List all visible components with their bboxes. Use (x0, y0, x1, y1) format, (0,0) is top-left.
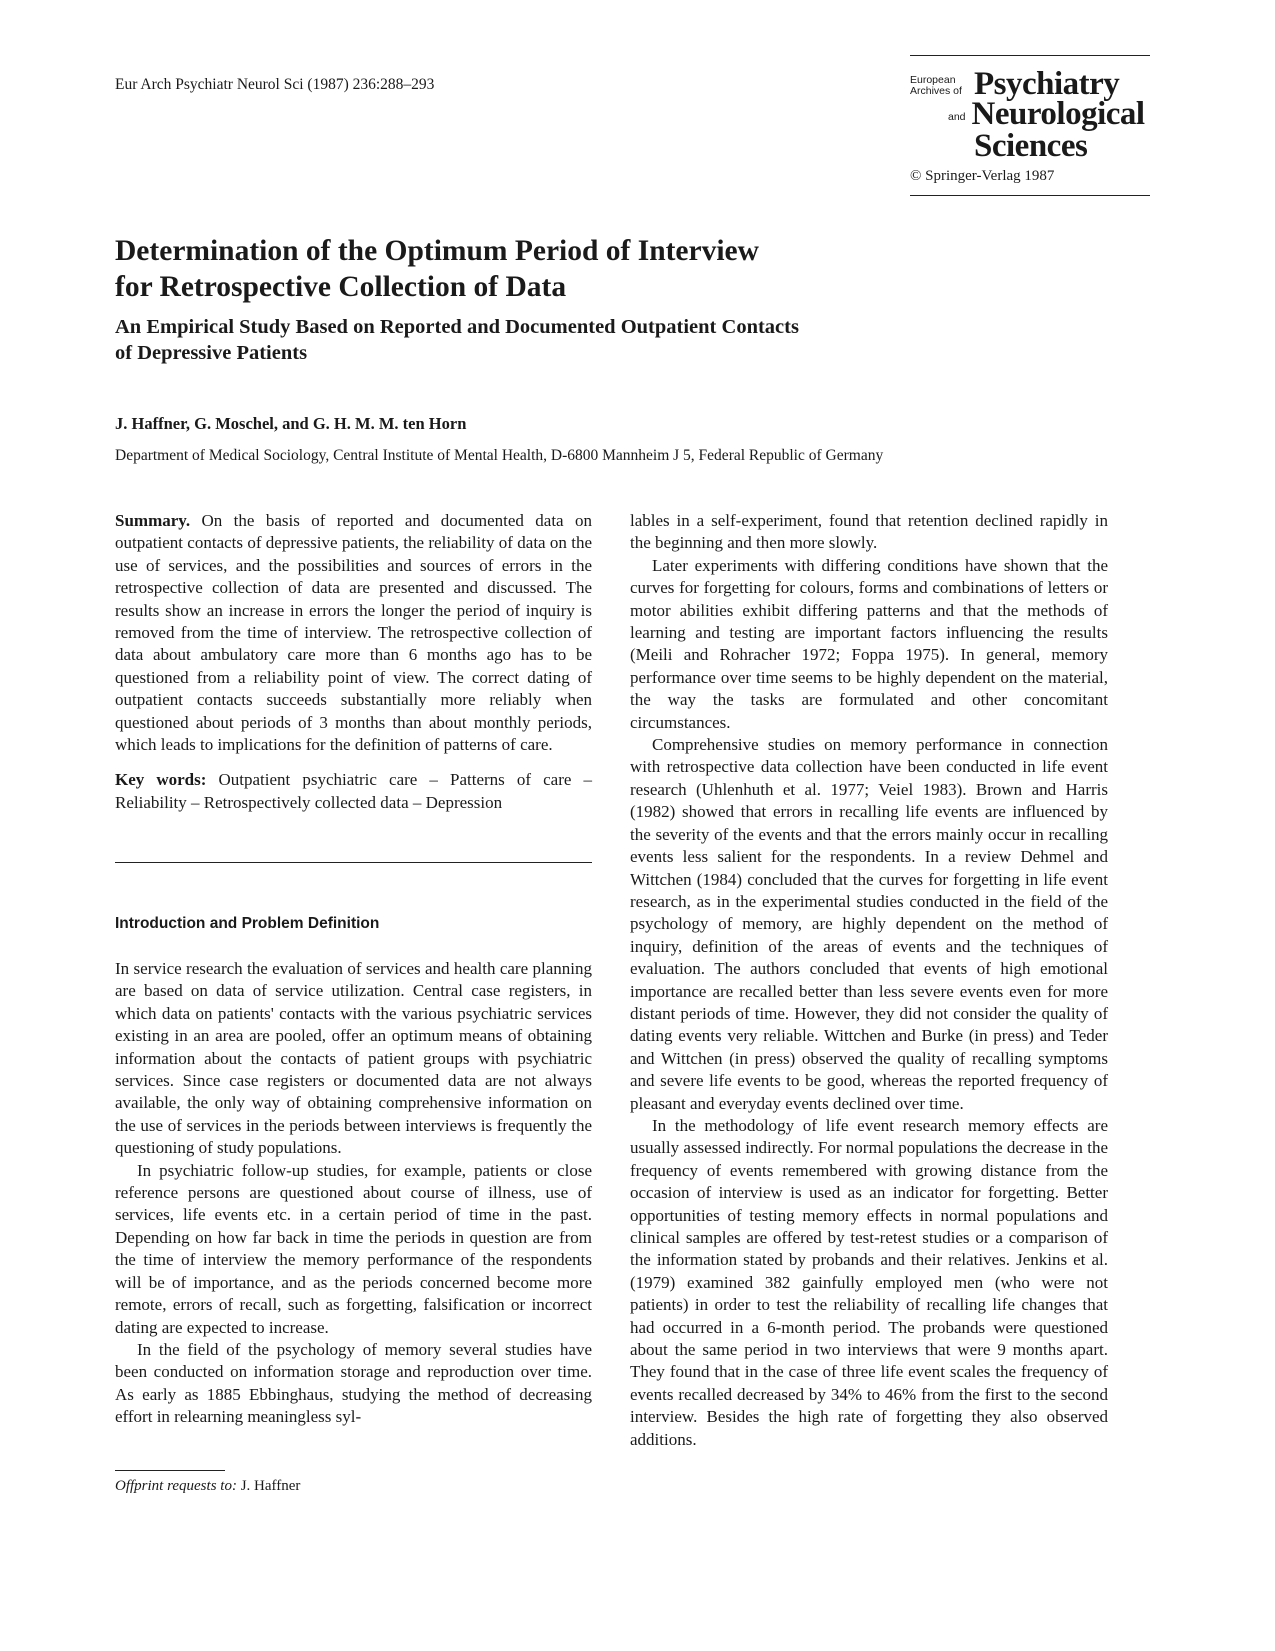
right-paragraph-3: Comprehensive studies on memory performance in connection with retrospective data collection have been conducted in life event research (Uhlenhuth et al. 1977; Veiel 1983). Brown and Harris (1982) showed that errors in recalling life events are influenced by the severity of the events and that the errors mainly occur in recalling events less salient for the respondents. In a review Dehmel and Wittchen (1984) concluded that the curves for forgetting in life event research, as in the experimental studies conducted in the field of the psychology of memory, are highly dependent on the method of inquiry, definition of the areas of events and the techniques of evaluation. The authors concluded that events of high emotional importance are recalled better than less severe events even for more distant periods of time. However, they did not consider the quality of dating events very reliable. Wittchen and Burke (in press) and Teder and Wittchen (in press) observed the quality of recalling symptoms and severe life events to be good, whereas the reported frequency of pleasant and everyday events declined over time. (630, 735, 1108, 1113)
left-column-intro (115, 958, 592, 1429)
article-title (115, 233, 759, 305)
intro-paragraph-2: In psychiatric follow-up studies, for example, patients or close reference persons are questioned about course of illness, use of services, life events etc. in a certain period of time in the past. Depending on how far back in time the periods in question are from the time of interview the memory performance of the respondents will be of importance, and as the periods concerned become more remote, errors of recall, such as forgetting, falsification or incorrect dating are expected to increase. (115, 1160, 592, 1337)
subtitle-line-2: of Depressive Patients (115, 342, 308, 364)
logo-archives-of: Archives of (910, 85, 962, 97)
summary-paragraph (115, 510, 592, 756)
logo-neurological: Neurological (971, 96, 1145, 132)
logo-psychiatry: Psychiatry (974, 66, 1120, 102)
footnote-rule (115, 1470, 225, 1471)
logo-european-archives (910, 75, 972, 97)
article-subtitle (115, 314, 799, 366)
right-column (630, 510, 1108, 1451)
logo-and: and (948, 111, 966, 123)
intro-paragraph-1: In service research the evaluation of services and health care planning are based on data of service utilization. Central case registers, in which data on patients' contacts with the various psychiatric services existing in an area are pooled, offer an optimum means of obtaining information about the contacts of patient groups with psychiatric services. Since case registers or documented data are not always available, the only way of obtaining comprehensive information on the use of services in the periods between interviews is frequently the questioning of study populations. (115, 959, 592, 1158)
right-paragraph-2: Later experiments with differing conditions have shown that the curves for forgetting for colours, forms and combinations of letters or motor abilities exhibit differing patterns and that the methods of learning and testing are important factors influencing the results (Meili and Rohracher 1972; Foppa 1975). In general, memory performance over time seems to be highly dependent on the material, the way the tasks are formulated and other concomitant circumstances. (630, 555, 1108, 732)
section-heading: Introduction and Problem Definition (115, 915, 380, 932)
abstract-divider (115, 862, 592, 863)
title-line-2: for Retrospective Collection of Data (115, 271, 567, 303)
footnote (115, 1478, 300, 1495)
right-paragraph-4: In the methodology of life event research memory effects are usually assessed indirectly. For normal populations the decrease in the frequency of events remembered with growing distance from the occasion of interview is used as an indicator for forgetting. Better opportunities of testing memory effects in normal populations and clinical samples are offered by test-retest studies or a comparison of the information stated by probands and their relatives. Jenkins et al. (1979) examined 382 gainfully employed men (who were not patients) in order to test the reliability of recalling life changes that had occurred in a 6-month period. The probands were questioned about the same period in two interviews that were 9 months apart. They found that in the case of three life event scales the frequency of events recalled decreased by 34% to 46% from the first to the second interview. Besides the high rate of forgetting they also observed additions. (630, 1115, 1108, 1449)
footnote-name: J. Haffner (240, 1478, 301, 1494)
logo-top-rule (910, 55, 1150, 56)
subtitle-line-1: An Empirical Study Based on Reported and Documented Outpatient Contacts (115, 316, 799, 338)
affiliation: Department of Medical Sociology, Central Institute of Mental Health, D-6800 Mannheim J 5, Federal Republic of Germany (115, 447, 884, 464)
intro-paragraph-3: In the field of the psychology of memory several studies have been conducted on information storage and reproduction over time. As early as 1885 Ebbinghaus, studying the method of decreasing effort in relearning meaningless syl- (115, 1339, 592, 1427)
keywords-label: Key words: (115, 770, 207, 790)
keywords-paragraph (115, 769, 592, 814)
authors: J. Haffner, G. Moschel, and G. H. M. M. ten Horn (115, 414, 467, 433)
summary-label: Summary. (115, 511, 191, 530)
footnote-label: Offprint requests to: (115, 1478, 237, 1494)
title-line-1: Determination of the Optimum Period of Interview (115, 235, 759, 267)
left-column-top (115, 510, 592, 814)
keywords-text: Outpatient psychiatric care – Patterns of care – Reliability – Retrospectively collected data – Depression (115, 770, 593, 812)
copyright: © Springer-Verlag 1987 (910, 168, 1055, 184)
logo-european: European (910, 74, 956, 86)
logo-bottom-rule (910, 195, 1150, 196)
right-paragraph-1: lables in a self-experiment, found that retention declined rapidly in the beginning and then more slowly. (630, 511, 1108, 553)
journal-citation: Eur Arch Psychiatr Neurol Sci (1987) 236:288–293 (115, 76, 435, 93)
logo-sciences: Sciences (974, 128, 1088, 164)
summary-text: On the basis of reported and documented data on outpatient contacts of depressive patients, the reliability of data on the use of services, and the possibilities and sources of errors in the retrospective collection of data are presented and discussed. The results show an increase in errors the longer the period of inquiry is removed from the time of interview. The retrospective collection of data about ambulatory care more than 6 months ago has to be questioned from a reliability point of view. The correct dating of outpatient contacts succeeds substantially more reliably when questioned about periods of 3 months than about monthly periods, which leads to implications for the definition of patterns of care. (115, 511, 592, 755)
